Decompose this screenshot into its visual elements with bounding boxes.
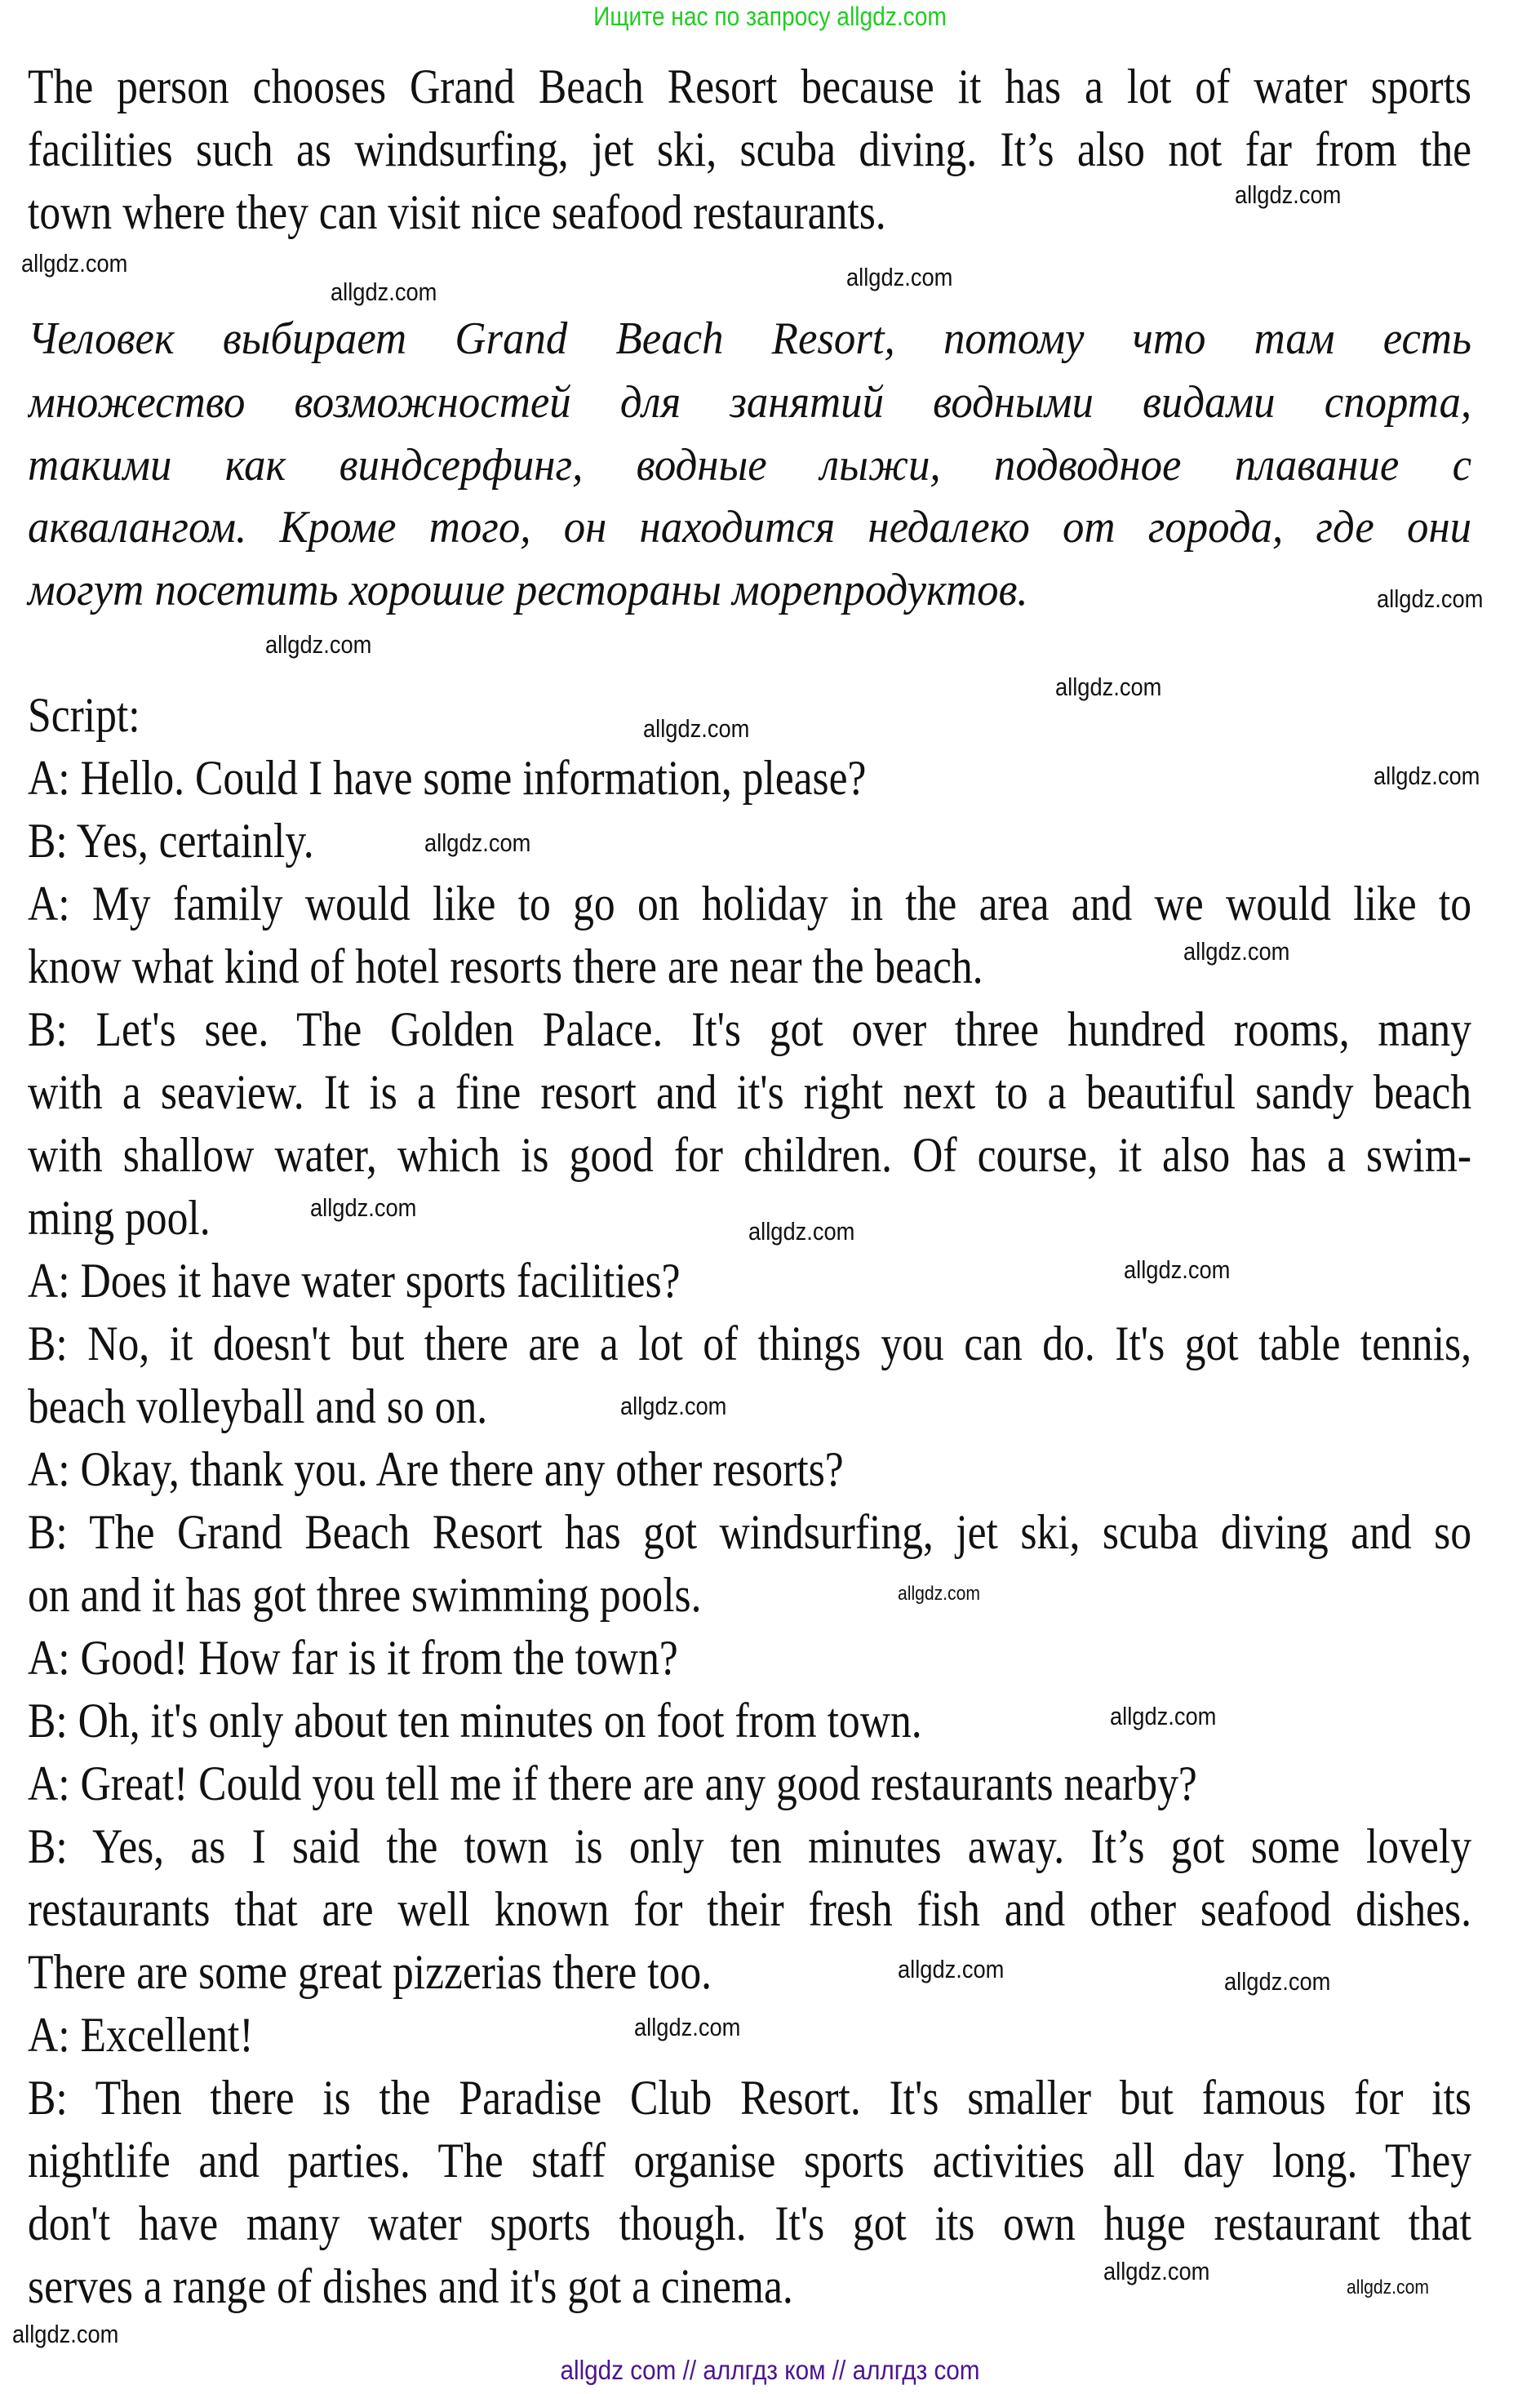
script-line: restaurants that are well known for their fresh fish and other seafood dishes. xyxy=(28,1882,1472,1936)
watermark-text: allgdz.com xyxy=(1347,2276,1429,2299)
script-line: A: My family would like to go on holiday in the area and we would like to xyxy=(28,877,1472,931)
watermark-text: allgdz.com xyxy=(898,1955,1005,1983)
script-line: know what kind of hotel resorts there are near the beach. xyxy=(28,939,983,993)
script-line: ming pool. xyxy=(28,1191,211,1245)
script-line: B: Oh, it's only about ten minutes on foot from town. xyxy=(28,1694,922,1748)
watermark-text: allgdz.com xyxy=(1183,937,1290,966)
watermark-text: allgdz.com xyxy=(310,1193,417,1222)
watermark-text: allgdz.com xyxy=(1110,1702,1217,1730)
script-line: don't have many water sports though. It's got its own huge restaurant that xyxy=(28,2196,1472,2250)
script-line: on and it has got three swimming pools. xyxy=(28,1568,702,1622)
answer-english-line: facilities such as windsurfing, jet ski, scuba diving. It’s also not far from the xyxy=(28,122,1472,176)
watermark-text: allgdz.com xyxy=(424,828,531,857)
script-line: serves a range of dishes and it's got a cinema. xyxy=(28,2259,793,2313)
answer-russian-line: такими как виндсерфинг, водные лыжи, подводное плавание с xyxy=(28,440,1472,491)
answer-english-line: town where they can visit nice seafood restaurants. xyxy=(28,185,886,239)
script-line: B: Let's see. The Golden Palace. It's got over three hundred rooms, many xyxy=(28,1002,1472,1056)
watermark-text: allgdz.com xyxy=(265,630,372,659)
script-line: B: The Grand Beach Resort has got windsurfing, jet ski, scuba diving and so xyxy=(28,1505,1472,1559)
watermark-text: allgdz.com xyxy=(331,278,437,306)
watermark-text: allgdz.com xyxy=(846,263,953,291)
script-line: A: Does it have water sports facilities? xyxy=(28,1254,681,1308)
watermark-text: allgdz.com xyxy=(1235,180,1342,209)
script-heading: Script: xyxy=(28,688,140,742)
script-line: B: No, it doesn't but there are a lot of things you can do. It's got table tennis, xyxy=(28,1317,1472,1370)
script-line: A: Great! Could you tell me if there are any good restaurants nearby? xyxy=(28,1757,1197,1810)
script-line: with a seaview. It is a fine resort and it's right next to a beautiful sandy beach xyxy=(28,1065,1472,1119)
watermark-text: allgdz.com xyxy=(1374,762,1480,790)
watermark-text: allgdz.com xyxy=(748,1217,855,1246)
watermark-text: allgdz.com xyxy=(643,714,750,743)
script-line: with shallow water, which is good for children. Of course, it also has a swim- xyxy=(28,1128,1472,1182)
script-line: beach volleyball and so on. xyxy=(28,1379,488,1433)
watermark-text: allgdz.com xyxy=(1224,1967,1331,1996)
watermark-text: allgdz.com xyxy=(21,249,128,278)
watermark-text: allgdz.com xyxy=(1377,584,1484,613)
script-line: A: Okay, thank you. Are there any other resorts? xyxy=(28,1442,844,1496)
watermark-text: allgdz.com xyxy=(1103,2257,1210,2285)
script-line: B: Yes, as I said the town is only ten minutes away. It’s got some lovely xyxy=(28,1819,1472,1873)
watermark-text: allgdz.com xyxy=(12,2320,119,2348)
script-line: A: Excellent! xyxy=(28,2008,254,2062)
answer-russian-line: Человек выбирает Grand Beach Resort, потому что там есть xyxy=(28,313,1472,364)
script-line: A: Good! How far is it from the town? xyxy=(28,1631,678,1685)
answer-russian-line: множество возможностей для занятий водными видами спорта, xyxy=(28,377,1472,428)
watermark-text: allgdz.com xyxy=(898,1583,980,1605)
script-line: A: Hello. Could I have some information, please? xyxy=(28,751,867,805)
script-line: There are some great pizzerias there too. xyxy=(28,1945,712,1999)
footer-watermark: allgdz com // аллгдз ком // аллгдз com xyxy=(560,2355,980,2385)
search-banner: Ищите нас по запросу allgdz.com xyxy=(593,2,947,31)
answer-russian-line: могут посетить хорошие рестораны морепродуктов. xyxy=(28,565,1028,615)
answer-russian-line: аквалангом. Кроме того, он находится недалеко от города, где они xyxy=(28,502,1472,553)
watermark-text: allgdz.com xyxy=(620,1392,727,1420)
watermark-text: allgdz.com xyxy=(634,2013,741,2041)
watermark-text: allgdz.com xyxy=(1055,673,1162,701)
script-line: B: Then there is the Paradise Club Resort. It's smaller but famous for its xyxy=(28,2071,1472,2125)
script-line: B: Yes, certainly. xyxy=(28,814,314,868)
watermark-text: allgdz.com xyxy=(1124,1255,1231,1284)
script-line: nightlife and parties. The staff organise sports activities all day long. They xyxy=(28,2134,1472,2187)
answer-english-line: The person chooses Grand Beach Resort because it has a lot of water sports xyxy=(28,60,1472,113)
